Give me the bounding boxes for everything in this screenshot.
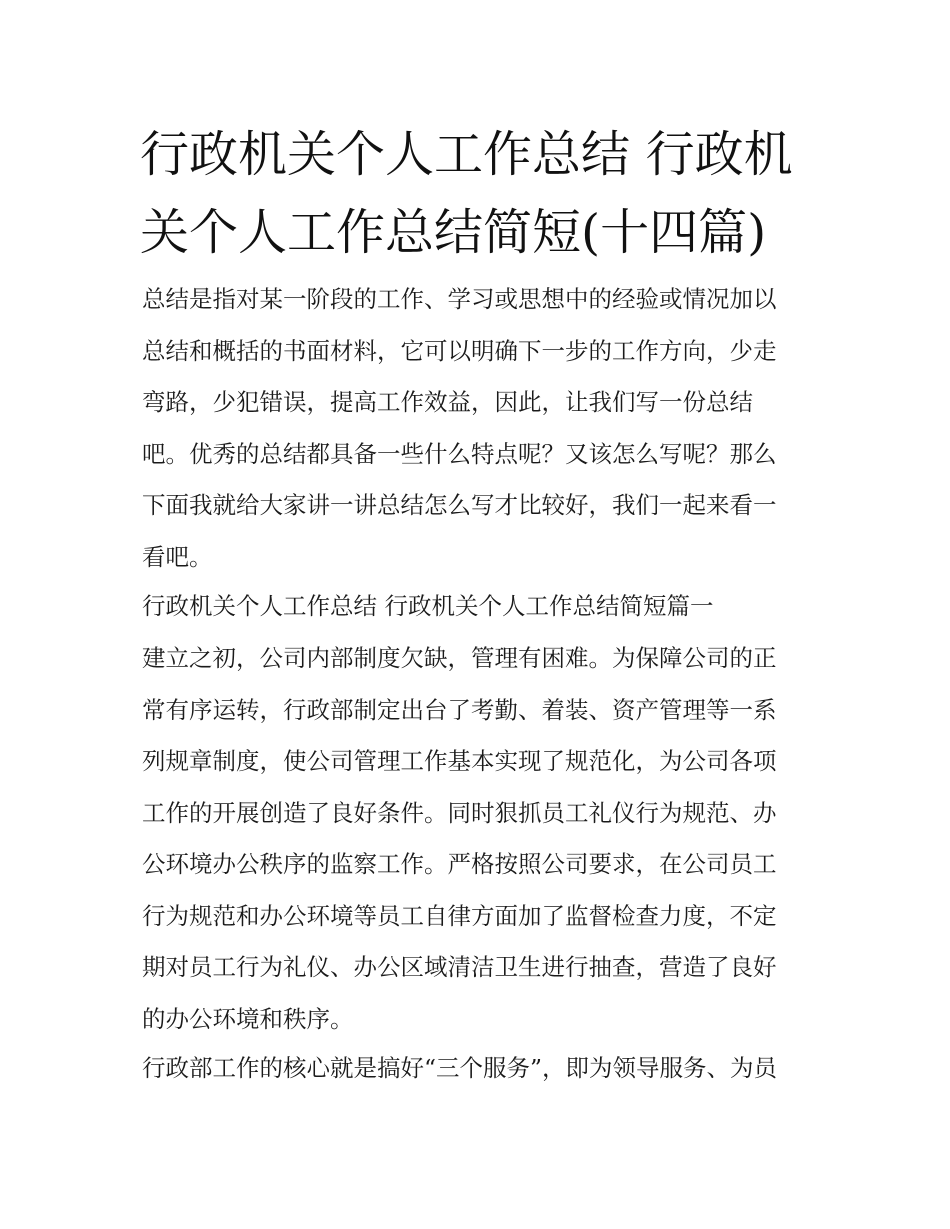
body-paragraph (142, 633, 814, 1045)
title-line: 关个人工作总结简短(十四篇) (140, 204, 767, 261)
title-line: 行政机关个人工作总结 行政机 (140, 126, 793, 183)
text-line: 常有序运转，行政部制定出台了考勤、着装、资产管理等一系 (142, 695, 777, 724)
text-line: 列规章制度，使公司管理工作基本实现了规范化，为公司各项 (142, 747, 777, 775)
text-line: 吧。优秀的总结都具备一些什么特点呢？又该怎么写呢？那么 (142, 439, 777, 468)
text-line: 期对员工行为礼仪、办公区域清洁卫生进行抽查，营造了良好 (142, 953, 777, 981)
section-heading (142, 581, 814, 633)
text-line: 总结和概括的书面材料，它可以明确下一步的工作方向，少走 (142, 336, 777, 365)
text-line: 行为规范和办公环境等员工自律方面加了监督检查力度，不定 (142, 901, 777, 930)
text-line: 行政部工作的核心就是搞好“三个服务”，即为领导服务、为员 (142, 1054, 778, 1082)
text-line: 总结是指对某一阶段的工作、学习或思想中的经验或情况加以 (142, 285, 777, 313)
text-line: 工作的开展创造了良好条件。同时狠抓员工礼仪行为规范、办 (142, 798, 777, 827)
text-line: 的办公环境和秩序。 (142, 1004, 354, 1033)
text-line: 公环境办公秩序的监察工作。严格按照公司要求，在公司员工 (142, 850, 777, 878)
body-paragraph (142, 1043, 814, 1095)
text-line: 建立之初，公司内部制度欠缺，管理有困难。为保障公司的正 (142, 644, 777, 672)
section-heading-text: 行政机关个人工作总结 行政机关个人工作总结简短篇一 (142, 592, 714, 620)
text-line: 下面我就给大家讲一讲总结怎么写才比较好，我们一起来看一 (142, 491, 777, 519)
document-title (140, 116, 820, 272)
text-line: 看吧。 (142, 542, 213, 571)
text-line: 弯路，少犯错误，提高工作效益，因此，让我们写一份总结 (142, 388, 753, 416)
intro-paragraph (142, 274, 814, 583)
